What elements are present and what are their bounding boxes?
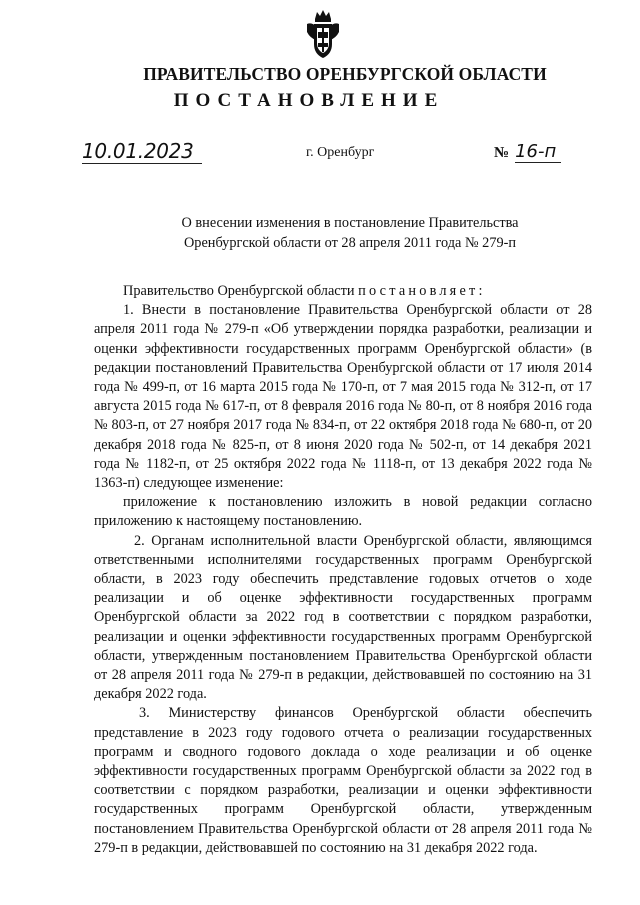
government-title: ПРАВИТЕЛЬСТВО ОРЕНБУРГСКОЙ ОБЛАСТИ: [143, 64, 547, 84]
decree-date: 10.01.2023: [82, 140, 202, 164]
decree-subject: [0, 213, 640, 253]
subject-line-2: Оренбургской области от 28 апреля 2011 года № 279-п: [183, 235, 517, 251]
paragraph-2: 2. Органам исполнительной власти Оренбургской области, являющимся ответственными исполнителями государственных программ Оренбургской области, в 2023 году обеспечить представление годовых отчетов о ходе реализации и об оценке эффективности государственных программ Оренбургской области за 2022 год в соответствии с порядком разработки, реализации и оценки эффективности государственных программ Оренбургской области, утвержденным постановлением Правительства Оренбургской области от 28 апреля 2011 года № 279-п в редакции, действовавшей по состоянию на 31 декабря 2022 года.: [94, 532, 592, 703]
intro-verb: постановляет:: [358, 283, 486, 299]
intro-subject: Правительство Оренбургской области: [123, 283, 355, 299]
document-type-title: ПОСТАНОВЛЕНИЕ: [173, 90, 445, 111]
subject-line-1: О внесении изменения в постановление Правительства: [181, 215, 519, 231]
number-label: №: [494, 145, 510, 161]
coat-of-arms-icon: [306, 10, 340, 60]
paragraph-1-sub: приложение к постановлению изложить в новой редакции согласно приложению к настоящему постановлению.: [94, 494, 592, 530]
intro-paragraph: [94, 282, 592, 301]
paragraph-3: 3. Министерству финансов Оренбургской области обеспечить представление в 2023 году годового отчета о реализации государственных программ и сводного годового доклада о ходе реализации и об оценке эффективности государственных программ Оренбургской области за 2022 год в соответствии с порядком разработки, реализации и оценки эффективности государственных программ Оренбургской области, утвержденным постановлением Правительства Оренбургской области от 28 апреля 2011 года № 279-п в редакции, действовавшей по состоянию на 31 декабря 2022 года.: [94, 705, 592, 856]
decree-city: г. Оренбург: [306, 145, 375, 160]
decree-number: 16-п: [515, 142, 561, 163]
decree-number-block: [494, 142, 561, 163]
paragraph-1: 1. Внести в постановление Правительства Оренбургской области от 28 апреля 2011 года № 279-п «Об утверждении порядка разработки, реализации и оценки эффективности государственных программ Оренбургской области» (в редакции постановлений Правительства Оренбургской области от 17 июля 2014 года № 499-п, от 16 марта 2015 года № 170-п, от 7 мая 2015 года № 312-п, от 17 августа 2015 года № 617-п, от 8 февраля 2016 года № 80-п, от 8 ноября 2016 года № 803-п, от 27 ноября 2017 года № 834-п, от 22 октября 2018 года № 680-п, от 20 декабря 2018 года № 825-п, от 8 июня 2020 года № 502-п, от 14 декабря 2021 года № 1182-п, от 25 октября 2022 года № 1118-п, от 13 декабря 2022 года № 1363-п) следующее изменение:: [94, 302, 592, 492]
decree-body: [94, 282, 592, 858]
